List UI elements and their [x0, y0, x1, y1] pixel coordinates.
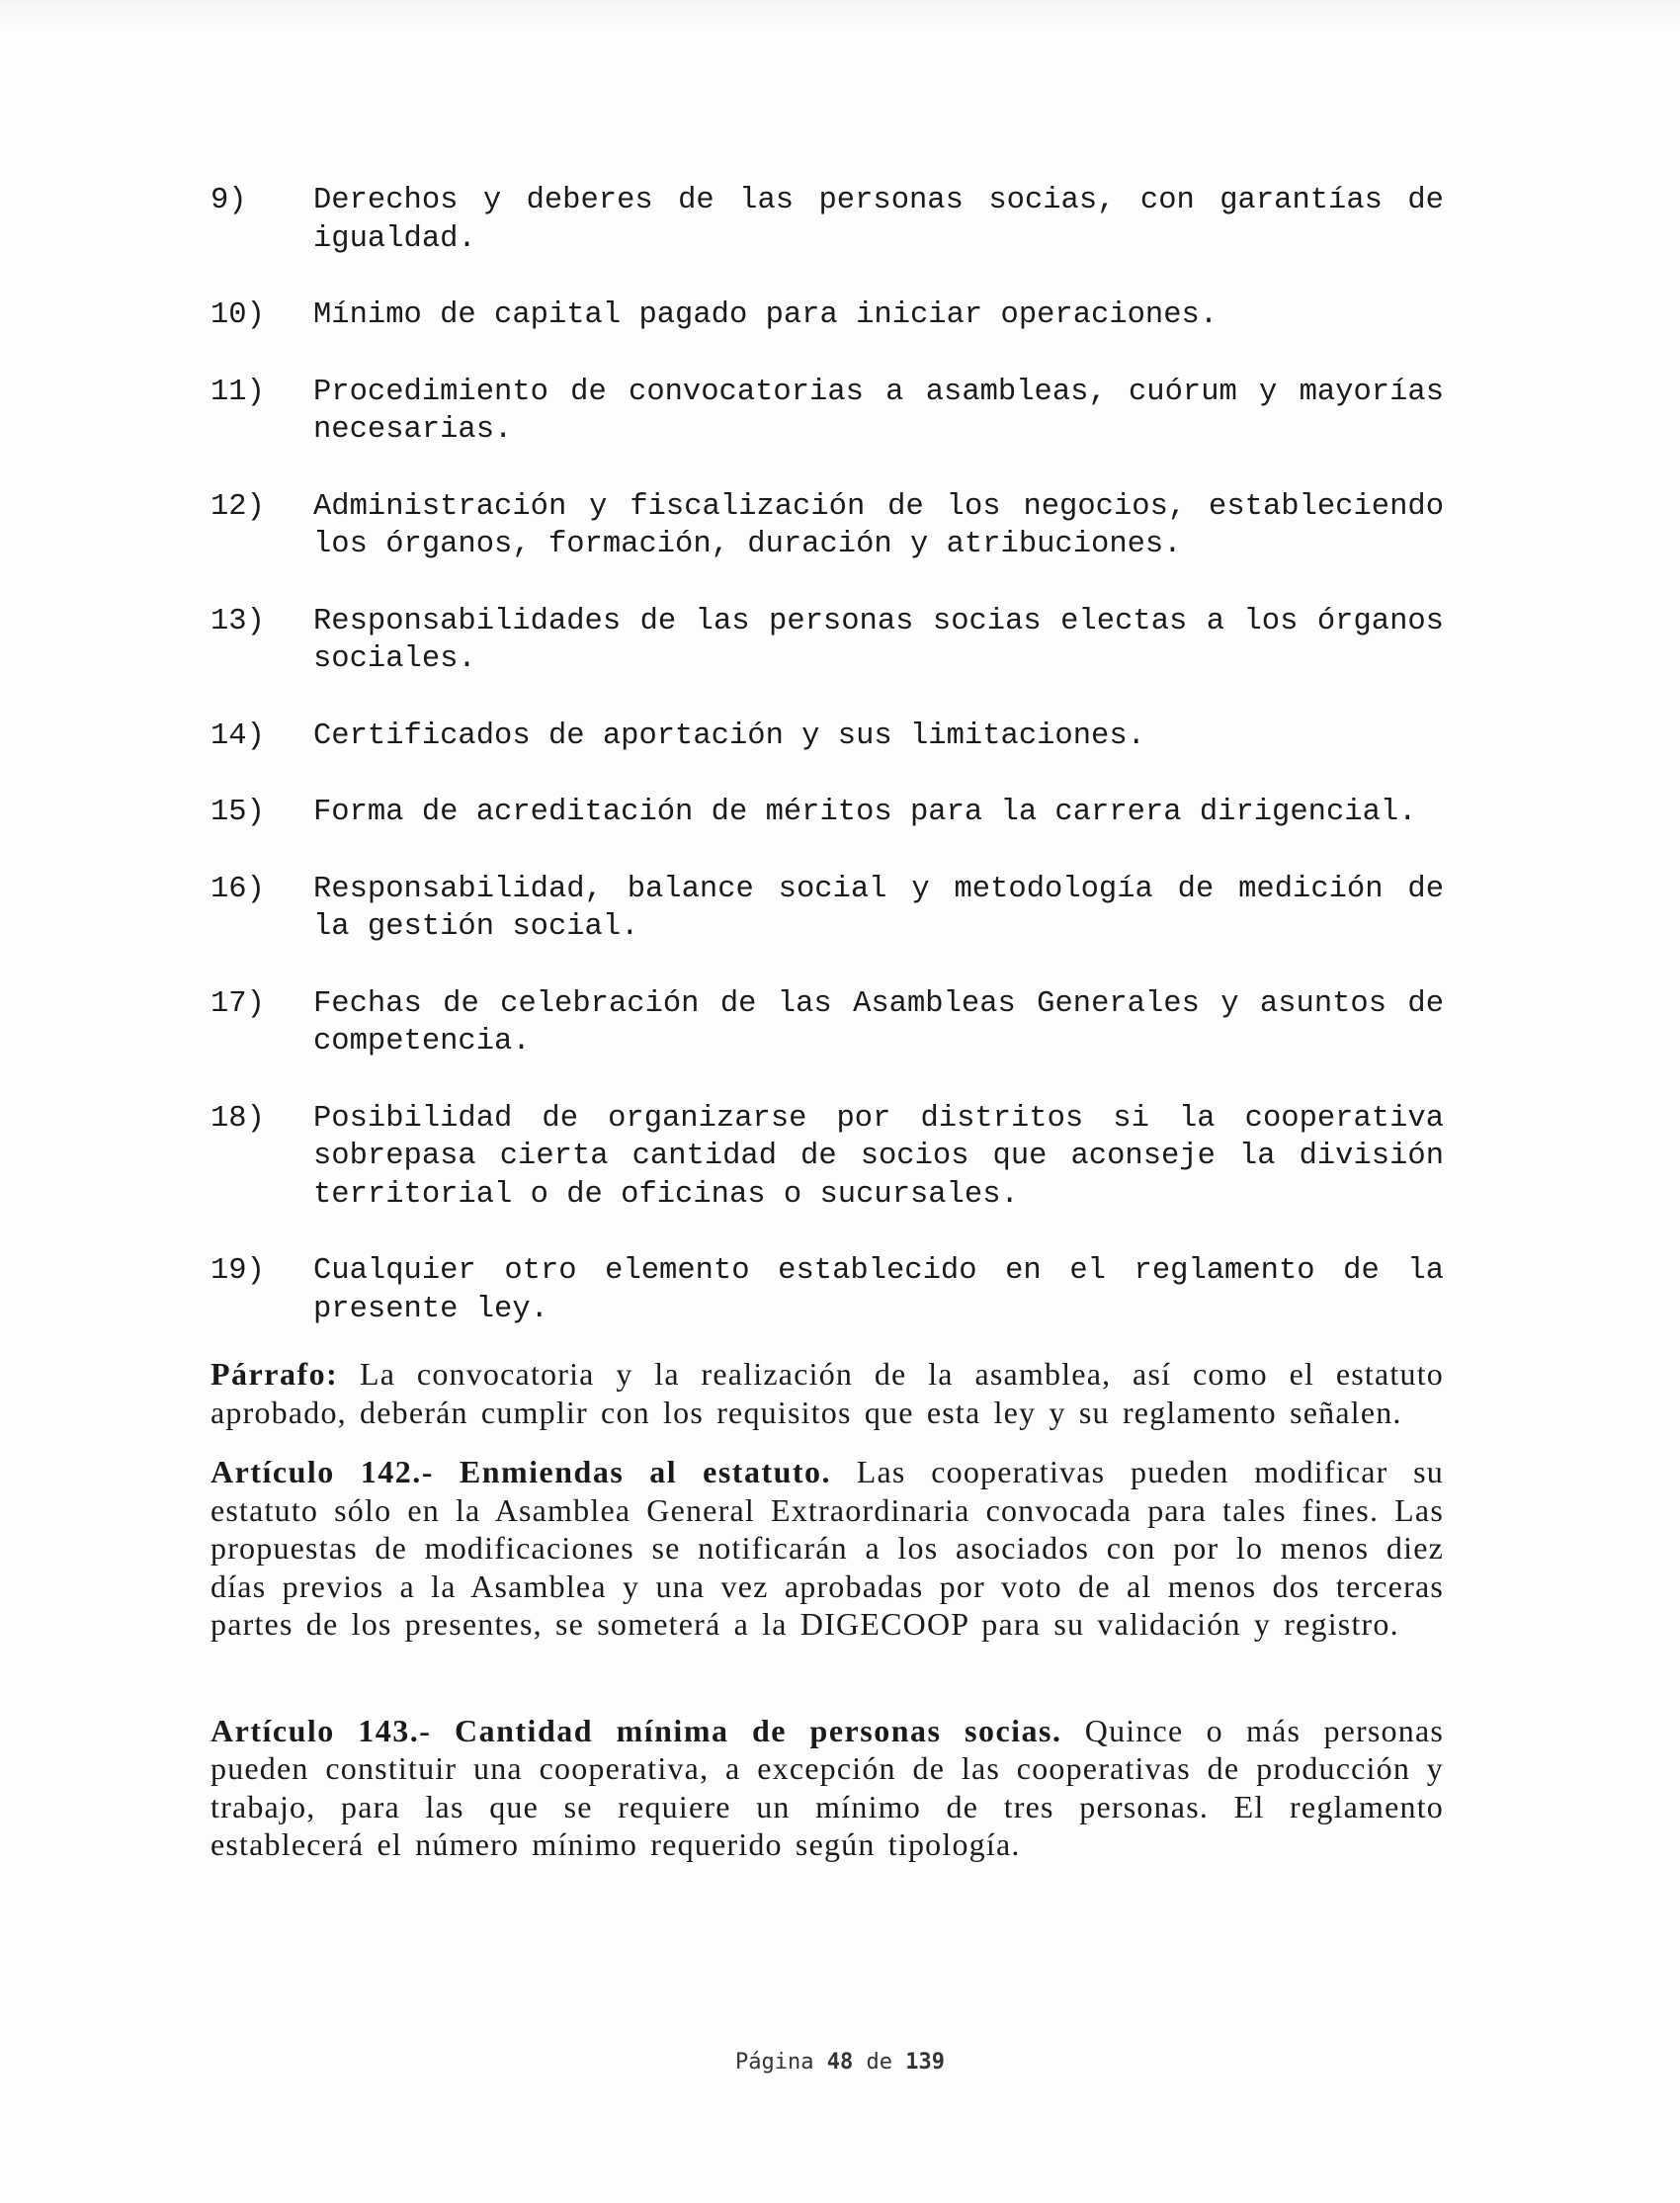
list-item-text: Administración y fiscalización de los negocios, estableciendo los órganos, formación, duración y atribuciones.	[313, 489, 1444, 561]
list-item-text: Certificados de aportación y sus limitaciones.	[313, 719, 1145, 753]
list-item-number: 13)	[210, 604, 265, 638]
list-item	[210, 871, 1444, 947]
total-pages-number: 139	[905, 2050, 945, 2075]
list-item	[210, 297, 1444, 335]
list-item-text: Mínimo de capital pagado para iniciar operaciones.	[313, 298, 1218, 332]
page-number-footer	[0, 2050, 1680, 2075]
article-143	[210, 1712, 1444, 1864]
list-item-text: Forma de acreditación de méritos para la carrera dirigencial.	[313, 796, 1417, 829]
list-item	[210, 182, 1444, 258]
list-item-text: Posibilidad de organizarse por distritos si la cooperativa sobrepasa cierta cantidad de socios que aconseje la división territorial o de oficinas o sucursales.	[313, 1101, 1444, 1212]
page-content	[210, 182, 1444, 1864]
list-item-number: 16)	[210, 872, 265, 906]
article-143-heading: Artículo 143.- Cantidad mínima de personas socias.	[210, 1712, 1062, 1748]
list-item-number: 17)	[210, 986, 265, 1021]
list-item-number: 18)	[210, 1101, 265, 1136]
list-item	[210, 718, 1444, 756]
list-item-number: 9)	[210, 184, 247, 217]
list-item	[210, 794, 1444, 832]
list-item	[210, 1100, 1444, 1215]
article-142-heading: Artículo 142.- Enmiendas al estatuto.	[210, 1454, 832, 1489]
list-item	[210, 985, 1444, 1061]
article-142-text: Las cooperativas pueden modificar su estatuto sólo en la Asamblea General Extraordinaria convocada para tales fines. Las propuestas de modificaciones se notificarán a los asociados con por lo menos diez días previos a la Asamblea y una vez aprobadas por voto de al menos dos terceras partes de los presentes, se someterá a la DIGECOOP para su validación y registro.	[210, 1454, 1444, 1642]
list-item	[210, 1252, 1444, 1328]
list-item-text: Derechos y deberes de las personas socias, con garantías de igualdad.	[313, 184, 1444, 256]
list-item-number: 15)	[210, 796, 265, 829]
article-143-text: Quince o más personas pueden constituir una cooperativa, a excepción de las cooperativas de producción y trabajo, para las que se requiere un mínimo de tres personas. El reglamento establecerá el número mínimo requerido según tipología.	[210, 1712, 1445, 1862]
list-item-text: Procedimiento de convocatorias a asambleas, cuórum y mayorías necesarias.	[313, 375, 1444, 447]
list-item	[210, 603, 1444, 679]
list-item-text: Responsabilidades de las personas socias electas a los órganos sociales.	[313, 604, 1444, 676]
page-label: Página	[735, 2050, 814, 2075]
list-item-text: Fechas de celebración de las Asambleas Generales y asuntos de competencia.	[313, 986, 1444, 1059]
list-item	[210, 374, 1444, 450]
list-item-number: 10)	[210, 298, 265, 332]
list-item-number: 12)	[210, 489, 265, 524]
article-142	[210, 1453, 1444, 1644]
list-item-text: Responsabilidad, balance social y metodología de medición de la gestión social.	[313, 872, 1444, 944]
current-page-number: 48	[826, 2050, 854, 2075]
parrafo-paragraph	[210, 1355, 1444, 1431]
list-item-text: Cualquier otro elemento establecido en el reglamento de la presente ley.	[313, 1254, 1444, 1326]
page-of-label: de	[866, 2050, 892, 2075]
list-item-number: 11)	[210, 375, 265, 409]
list-item-number: 19)	[210, 1254, 265, 1288]
list-item-number: 14)	[210, 719, 265, 753]
list-item	[210, 488, 1444, 564]
parrafo-text: La convocatoria y la realización de la asamblea, así como el estatuto aprobado, deberán cumplir con los requisitos que esta ley y su reglamento señalen.	[210, 1356, 1444, 1430]
parrafo-label: Párrafo:	[210, 1356, 339, 1392]
